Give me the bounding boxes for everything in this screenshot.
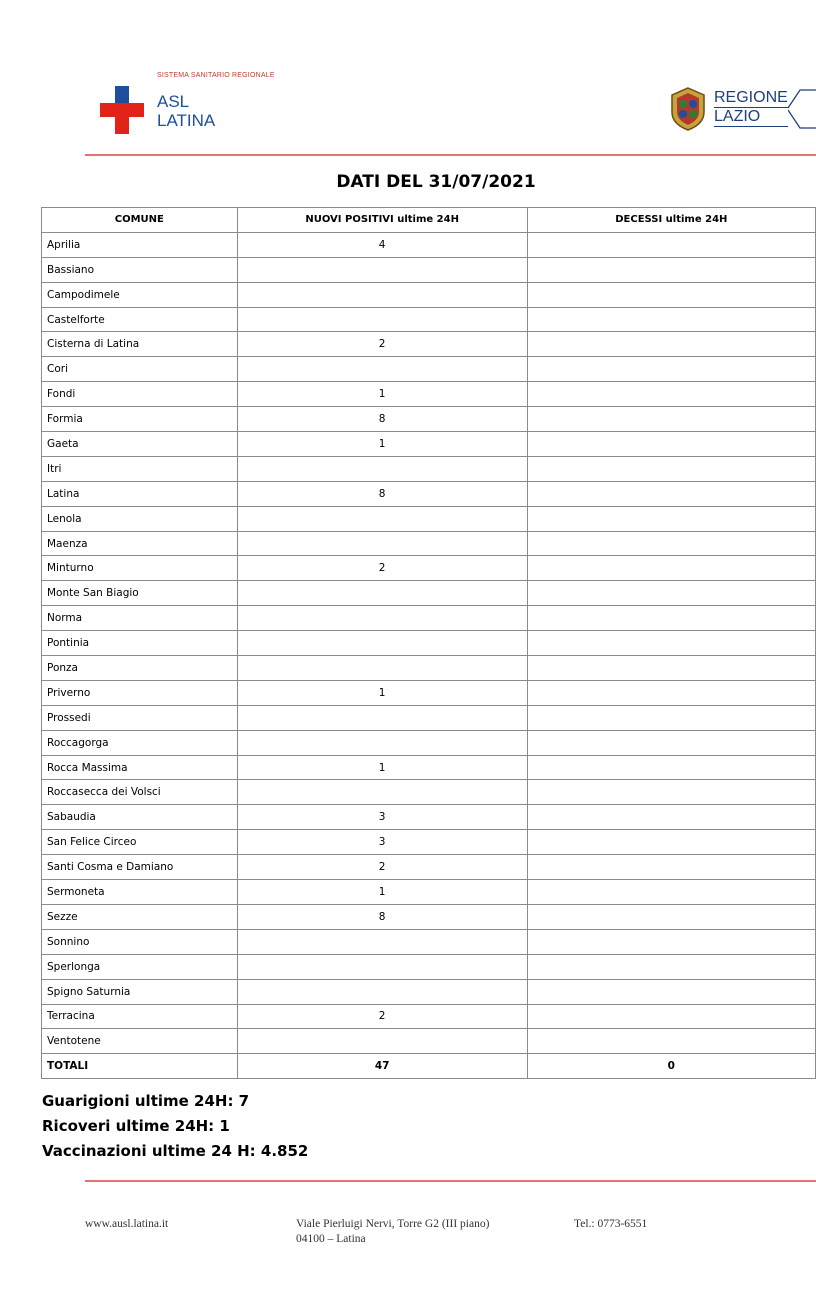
cell-comune: Gaeta [42,432,238,457]
cell-decessi [527,531,815,556]
column-header-positivi: NUOVI POSITIVI ultime 24H [237,208,527,233]
guarigioni-text: Guarigioni ultime 24H: 7 [42,1092,250,1110]
region-line2: LAZIO [714,108,788,127]
cell-decessi [527,830,815,855]
table-row [42,382,816,407]
cell-positivi [237,730,527,755]
table-row [42,805,816,830]
table-row [42,481,816,506]
regione-lazio-emblem-icon [668,86,708,132]
cell-comune: Sonnino [42,929,238,954]
cell-positivi: 8 [237,481,527,506]
cell-positivi [237,531,527,556]
cell-positivi [237,581,527,606]
cell-comune: Pontinia [42,631,238,656]
table-row [42,581,816,606]
regione-lazio-logo [668,86,816,136]
asl-name-line2: LATINA [157,111,216,130]
cell-positivi: 1 [237,880,527,905]
cell-comune: Itri [42,456,238,481]
column-header-decessi: DECESSI ultime 24H [527,208,815,233]
cell-positivi: 1 [237,432,527,457]
cell-comune: Spigno Saturnia [42,979,238,1004]
cell-comune: Ventotene [42,1029,238,1054]
cell-comune: Roccagorga [42,730,238,755]
cell-comune: Priverno [42,680,238,705]
cell-decessi [527,332,815,357]
asl-latina-logo [100,72,360,142]
cell-decessi [527,954,815,979]
chevron-decoration-icon [788,88,816,130]
red-blue-cross-icon [100,86,144,134]
cell-positivi [237,257,527,282]
cell-decessi [527,929,815,954]
table-row [42,954,816,979]
cell-comune: Sabaudia [42,805,238,830]
cell-positivi [237,631,527,656]
cell-decessi [527,1004,815,1029]
cell-decessi [527,631,815,656]
cell-positivi: 8 [237,407,527,432]
cell-positivi [237,656,527,681]
table-header-row [42,208,816,233]
cell-decessi [527,382,815,407]
cell-positivi: 1 [237,680,527,705]
footer-address [296,1217,489,1247]
footer-address-line2: 04100 – Latina [296,1233,366,1245]
table-row [42,506,816,531]
cell-positivi: 3 [237,805,527,830]
vaccinazioni-text: Vaccinazioni ultime 24 H: 4.852 [42,1142,309,1160]
cell-comune: Santi Cosma e Damiano [42,855,238,880]
cell-decessi [527,979,815,1004]
cell-decessi [527,257,815,282]
cell-decessi [527,307,815,332]
cell-positivi: 2 [237,556,527,581]
cell-positivi: 2 [237,332,527,357]
footer-divider [85,1180,816,1182]
region-line1: REGIONE [714,89,788,106]
footer-address-line1: Viale Pierluigi Nervi, Torre G2 (III piano) [296,1218,490,1230]
footer-phone: Tel.: 0773-6551 [574,1218,648,1230]
cell-comune: Latina [42,481,238,506]
cell-decessi [527,232,815,257]
table-row [42,232,816,257]
cell-decessi [527,855,815,880]
cell-decessi [527,481,815,506]
cell-positivi [237,506,527,531]
table-row [42,904,816,929]
table-row [42,606,816,631]
cell-comune: Terracina [42,1004,238,1029]
cell-decessi [527,432,815,457]
cell-comune: Ponza [42,656,238,681]
cell-positivi [237,456,527,481]
cell-decessi [527,780,815,805]
regione-lazio-text [714,89,788,127]
table-row [42,780,816,805]
cell-decessi [527,556,815,581]
cell-decessi [527,805,815,830]
table-row [42,556,816,581]
cell-comune: Castelforte [42,307,238,332]
cell-totali-decessi: 0 [527,1054,815,1079]
cell-decessi [527,680,815,705]
cell-positivi [237,780,527,805]
table-row [42,631,816,656]
cell-comune: Sezze [42,904,238,929]
summary-block [42,1089,308,1164]
cell-comune: Aprilia [42,232,238,257]
cell-positivi: 8 [237,904,527,929]
cell-comune: Maenza [42,531,238,556]
table-row [42,407,816,432]
cell-comune: Cori [42,357,238,382]
table-row [42,705,816,730]
cell-comune: Sperlonga [42,954,238,979]
covid-data-table [41,207,816,1079]
table-row [42,755,816,780]
table-row [42,282,816,307]
table-row [42,929,816,954]
cell-totali-positivi: 47 [237,1054,527,1079]
table-row [42,531,816,556]
table-row [42,357,816,382]
cell-positivi [237,979,527,1004]
cell-decessi [527,904,815,929]
cell-decessi [527,282,815,307]
cell-comune: Bassiano [42,257,238,282]
cell-positivi: 3 [237,830,527,855]
table-body [42,232,816,1078]
cell-decessi [527,705,815,730]
cell-decessi [527,1029,815,1054]
cell-comune: Campodimele [42,282,238,307]
cell-totali-label: TOTALI [42,1054,238,1079]
table-row [42,1029,816,1054]
table-row [42,656,816,681]
table-row [42,432,816,457]
cell-positivi: 1 [237,382,527,407]
cell-comune: Prossedi [42,705,238,730]
cell-positivi [237,929,527,954]
asl-name-line1: ASL [157,92,190,111]
asl-name [157,92,215,130]
cell-comune: Cisterna di Latina [42,332,238,357]
table-row [42,979,816,1004]
table-row [42,307,816,332]
column-header-comune: COMUNE [42,208,238,233]
cell-decessi [527,730,815,755]
cell-comune: Minturno [42,556,238,581]
cell-comune: Fondi [42,382,238,407]
footer-website: www.ausl.latina.it [85,1218,169,1230]
table-row [42,257,816,282]
table-row-totali [42,1054,816,1079]
cell-decessi [527,456,815,481]
cell-comune: Monte San Biagio [42,581,238,606]
cell-decessi [527,880,815,905]
cell-positivi [237,357,527,382]
cell-positivi [237,954,527,979]
cell-decessi [527,407,815,432]
table-row [42,1004,816,1029]
cell-positivi [237,705,527,730]
cell-positivi [237,282,527,307]
cell-positivi [237,1029,527,1054]
cell-positivi: 2 [237,1004,527,1029]
table-row [42,880,816,905]
table-row [42,855,816,880]
table-row [42,830,816,855]
cell-decessi [527,656,815,681]
cell-comune: Rocca Massima [42,755,238,780]
cell-comune: Sermoneta [42,880,238,905]
asl-supertitle: SISTEMA SANITARIO REGIONALE [157,72,275,79]
page-title: DATI DEL 31/07/2021 [336,172,536,192]
cell-comune: Lenola [42,506,238,531]
cell-positivi: 2 [237,855,527,880]
cell-decessi [527,506,815,531]
cell-decessi [527,581,815,606]
cell-decessi [527,755,815,780]
table-row [42,680,816,705]
cell-comune: San Felice Circeo [42,830,238,855]
table-row [42,730,816,755]
ricoveri-text: Ricoveri ultime 24H: 1 [42,1117,230,1135]
table-row [42,456,816,481]
cell-positivi [237,606,527,631]
cell-decessi [527,357,815,382]
cell-comune: Formia [42,407,238,432]
cell-comune: Roccasecca dei Volsci [42,780,238,805]
cell-positivi: 4 [237,232,527,257]
header-divider [85,154,816,156]
table-row [42,332,816,357]
cell-positivi: 1 [237,755,527,780]
cell-decessi [527,606,815,631]
cell-positivi [237,307,527,332]
cell-comune: Norma [42,606,238,631]
